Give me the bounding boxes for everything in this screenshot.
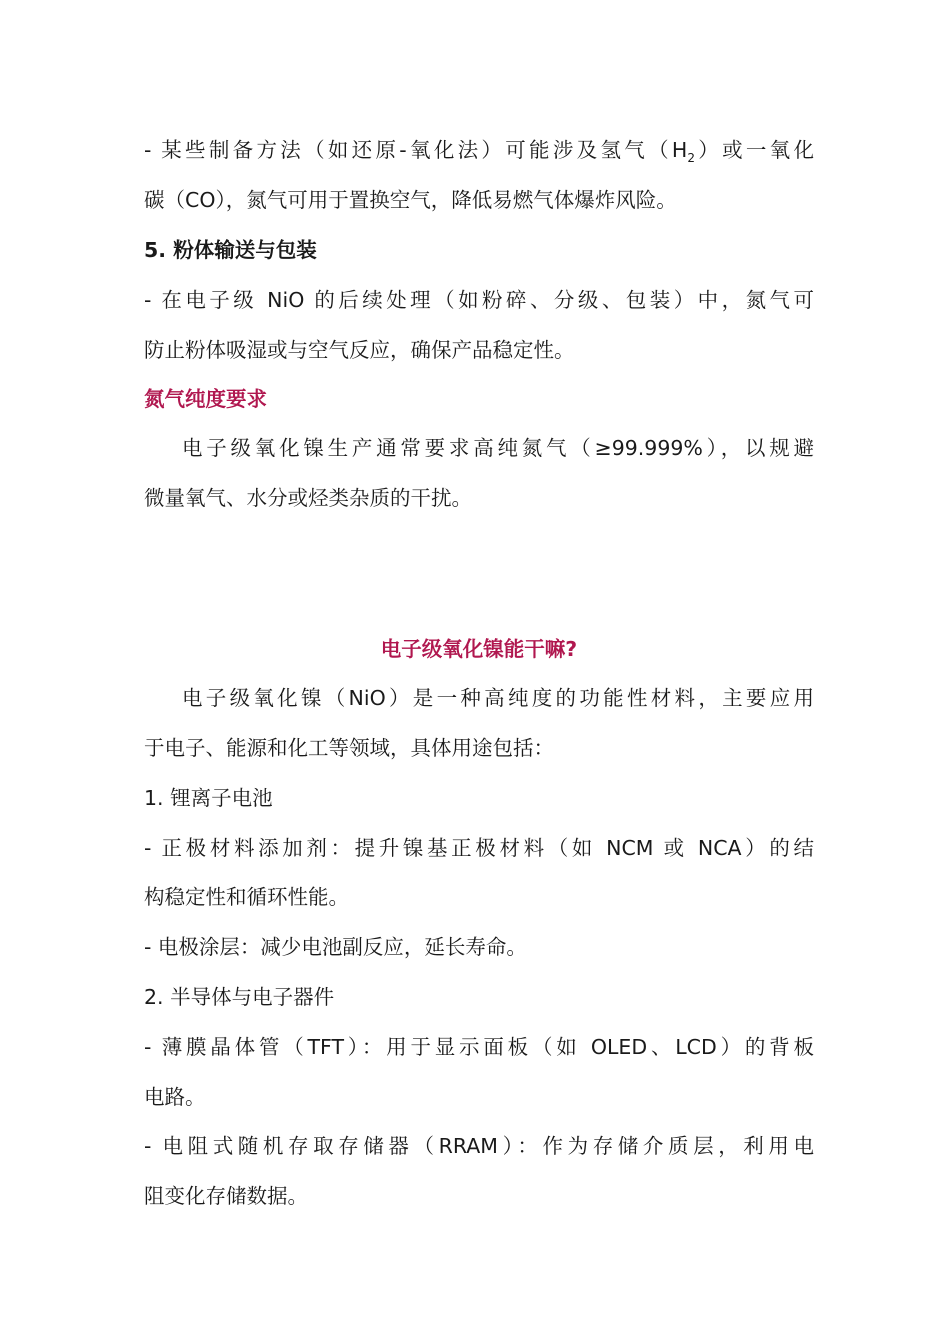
subscript-2: 2 [687,151,695,164]
text-segment: - 某些制备方法（如还原-氧化法）可能涉及氢气（H [144,138,688,162]
sub-item-rram-line1: - 电阻式随机存取存储器（RRAM）：作为存储介质层，利用电 [144,1134,814,1158]
paragraph-powder-line2: 防止粉体吸湿或与空气反应，确保产品稳定性。 [144,338,575,362]
sub-item-tft-line2: 电路。 [144,1085,206,1109]
sub-item-tft-line1: - 薄膜晶体管（TFT）：用于显示面板（如 OLED、LCD）的背板 [144,1035,814,1059]
paragraph-purity-line1: 电子级氧化镍生产通常要求高纯氮气（≥99.999%），以规避 [182,436,814,460]
paragraph-hydrogen-line1 [144,136,814,164]
paragraph-powder-line1: - 在电子级 NiO 的后续处理（如粉碎、分级、包装）中，氮气可 [144,288,814,312]
heading-nitrogen-purity: 氮气纯度要求 [144,387,267,411]
sub-item-cathode-line1: - 正极材料添加剂：提升镍基正极材料（如 NCM 或 NCA）的结 [144,836,814,860]
paragraph-purity-line2: 微量氧气、水分或烃类杂质的干扰。 [144,486,472,510]
sub-item-rram-line2: 阻变化存储数据。 [144,1184,308,1208]
list-item-lithium-battery: 1. 锂离子电池 [144,786,273,810]
sub-item-electrode-coating: - 电极涂层：减少电池副反应，延长寿命。 [144,935,527,959]
section-title-nio-uses: 电子级氧化镍能干嘛? [380,637,578,661]
list-item-semiconductor: 2. 半导体与电子器件 [144,985,335,1009]
sub-item-cathode-line2: 构稳定性和循环性能。 [144,885,349,909]
paragraph-hydrogen-line2: 碳（CO），氮气可用于置换空气，降低易燃气体爆炸风险。 [144,188,677,212]
heading-powder-packaging: 5. 粉体输送与包装 [144,238,317,262]
paragraph-intro-line2: 于电子、能源和化工等领域，具体用途包括： [144,736,554,760]
text-segment: ）或一氧化 [694,138,814,162]
paragraph-intro-line1: 电子级氧化镍（NiO）是一种高纯度的功能性材料，主要应用 [182,686,814,710]
